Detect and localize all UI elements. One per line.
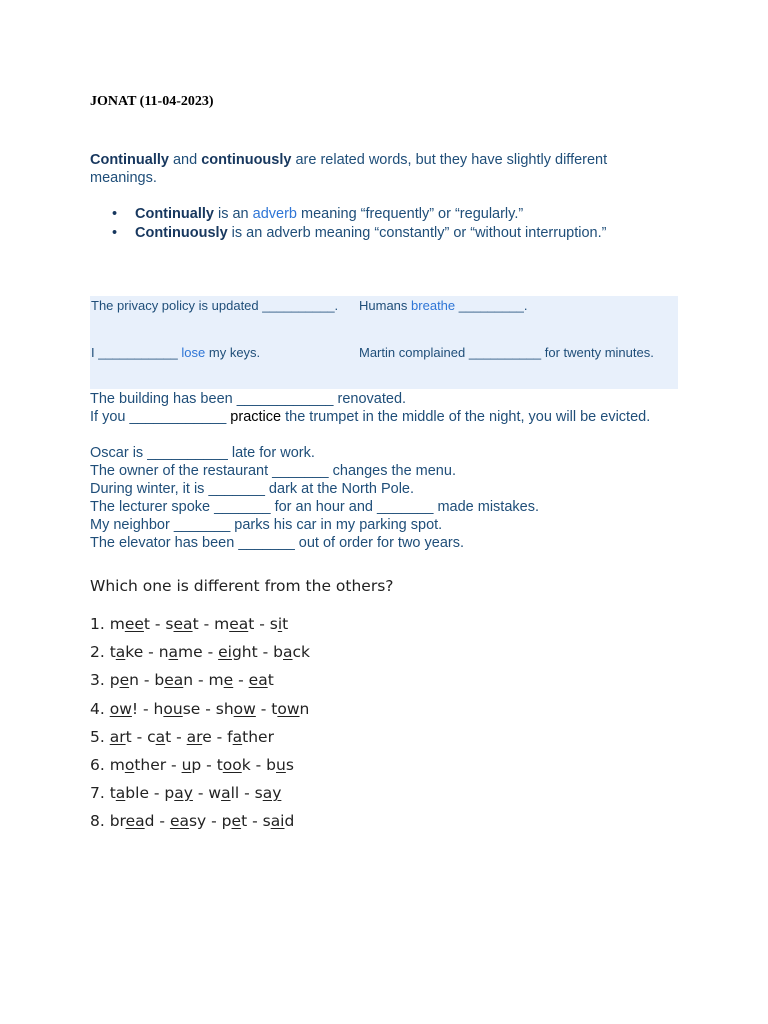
table-cell <box>359 298 527 313</box>
intro-paragraph <box>90 151 650 187</box>
intro-and: and <box>172 152 198 168</box>
sentence: During winter, it is _______ dark at the North Pole. <box>90 481 415 497</box>
sentence-text: practice <box>230 409 282 425</box>
sentence <box>90 408 650 426</box>
list-item: 8. bread - easy - pet - said <box>90 812 295 831</box>
table-cell: Martin complained __________ for twenty minutes. <box>359 345 654 360</box>
sentence: The owner of the restaurant _______ changes the menu. <box>90 463 456 479</box>
definition-text: meaning “frequently” or “regularly.” <box>301 206 524 222</box>
lose-link[interactable]: lose <box>181 345 206 360</box>
cell-text: _________. <box>458 298 528 313</box>
adverb-link[interactable]: adverb <box>252 206 297 222</box>
sentence: The lecturer spoke _______ for an hour and _______ made mistakes. <box>90 499 539 515</box>
sentence-text: the trumpet in the middle of the night, you will be evicted. <box>285 409 651 425</box>
definition-item <box>112 224 606 243</box>
exercise-table <box>90 296 678 389</box>
intro-rest: are related words, but they have slightly different meanings. <box>90 152 608 186</box>
cell-text: I ___________ <box>91 345 178 360</box>
cell-text: Humans <box>359 298 408 313</box>
definition-text: is an adverb meaning “constantly” or “without interruption.” <box>231 224 607 241</box>
definition-text: is an <box>217 206 249 222</box>
list-item: 1. meet - seat - meat - sit <box>90 615 289 633</box>
list-item: 4. ow! - house - show - town <box>90 699 310 718</box>
table-cell <box>91 345 260 360</box>
list-item: 3. pen - bean - me - eat <box>90 671 274 690</box>
question-heading: Which one is different from the others? <box>90 577 394 595</box>
definition-list <box>112 205 606 242</box>
sentence: The building has been ____________ renovated. <box>90 391 407 407</box>
definition-term: Continually <box>135 206 214 222</box>
list-item: 6. mother - up - took - bus <box>90 755 294 774</box>
sentence: The elevator has been _______ out of order for two years. <box>90 535 465 551</box>
list-item: 2. take - name - eight - back <box>90 643 310 662</box>
exercise-sentences <box>90 390 650 552</box>
sentence: Oscar is __________ late for work. <box>90 445 315 461</box>
definition-term: Continuously <box>135 224 228 241</box>
sentence-text: If you ____________ <box>90 409 227 425</box>
sentence: My neighbor _______ parks his car in my parking spot. <box>90 517 443 533</box>
breathe-link[interactable]: breathe <box>411 298 456 313</box>
document-title: JONAT (11-04-2023) <box>90 94 214 109</box>
odd-one-out-list <box>90 614 310 840</box>
definition-item <box>112 205 606 224</box>
table-cell: The privacy policy is updated __________. <box>91 298 339 313</box>
cell-text: my keys. <box>208 345 261 360</box>
term-continuously: continuously <box>201 152 292 168</box>
list-item: 7. table - pay - wall - say <box>90 784 282 803</box>
list-item: 5. art - cat - are - father <box>90 727 274 746</box>
term-continually: Continually <box>90 152 169 168</box>
